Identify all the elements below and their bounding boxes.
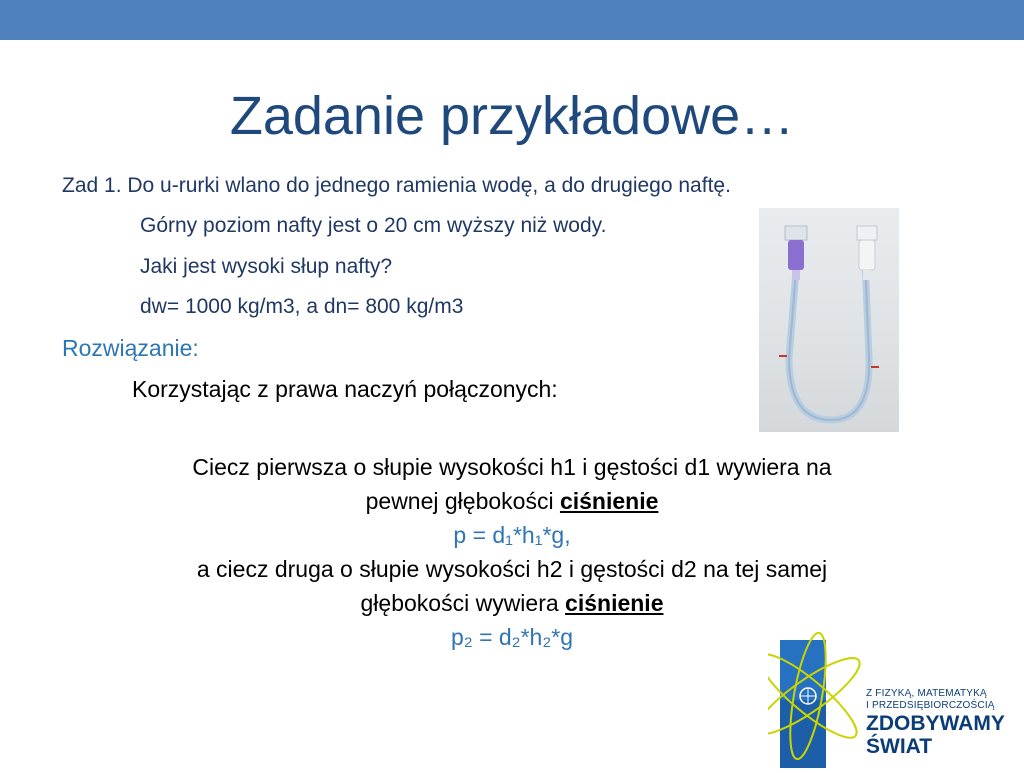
explanation-line-2 xyxy=(80,484,944,518)
formula-1: p = d₁*h₁*g, xyxy=(453,522,571,548)
task-line-3: Jaki jest wysoki słup nafty? xyxy=(140,255,393,278)
explanation-line-4-text: głębokości wywiera xyxy=(360,590,566,616)
u-tube-photo xyxy=(759,208,899,432)
logo-text xyxy=(866,688,1005,758)
solution-intro: Korzystając z prawa naczyń połączonych: xyxy=(132,376,558,402)
task-line-4: dw= 1000 kg/m3, a dn= 800 kg/m3 xyxy=(140,295,464,318)
task-line-2: Górny poziom nafty jest o 20 cm wyższy niż wody. xyxy=(140,214,607,237)
top-bar xyxy=(0,0,1024,40)
u-tube-icon xyxy=(759,208,899,432)
logo-line-4: ŚWIAT xyxy=(866,735,933,758)
explanation-line-1: Ciecz pierwsza o słupie wysokości h1 i gęstości d1 wywiera na xyxy=(192,454,832,480)
logo-line-1: Z FIZYKĄ, MATEMATYKĄ xyxy=(866,688,987,699)
keyword-pressure-2: ciśnienie xyxy=(565,590,664,616)
solution-heading: Rozwiązanie: xyxy=(62,335,199,361)
logo-line-2: I PRZEDSIĘBIORCZOŚCIĄ xyxy=(866,700,995,711)
slide-title: Zadanie przykładowe… xyxy=(229,86,795,146)
task-line-1: Zad 1. Do u-rurki wlano do jednego ramienia wodę, a do drugiego naftę. xyxy=(62,174,731,197)
explanation-line-3: a ciecz druga o słupie wysokości h2 i gęstości d2 na tej samej xyxy=(196,556,828,582)
explanation-line-2-text: pewnej głębokości xyxy=(365,488,560,514)
explanation-line-4 xyxy=(80,586,944,620)
keyword-pressure-1: ciśnienie xyxy=(559,488,659,514)
logo-line-3: ZDOBYWAMY xyxy=(866,712,1005,735)
formula-2: p₂ = d₂*h₂*g xyxy=(450,624,574,650)
